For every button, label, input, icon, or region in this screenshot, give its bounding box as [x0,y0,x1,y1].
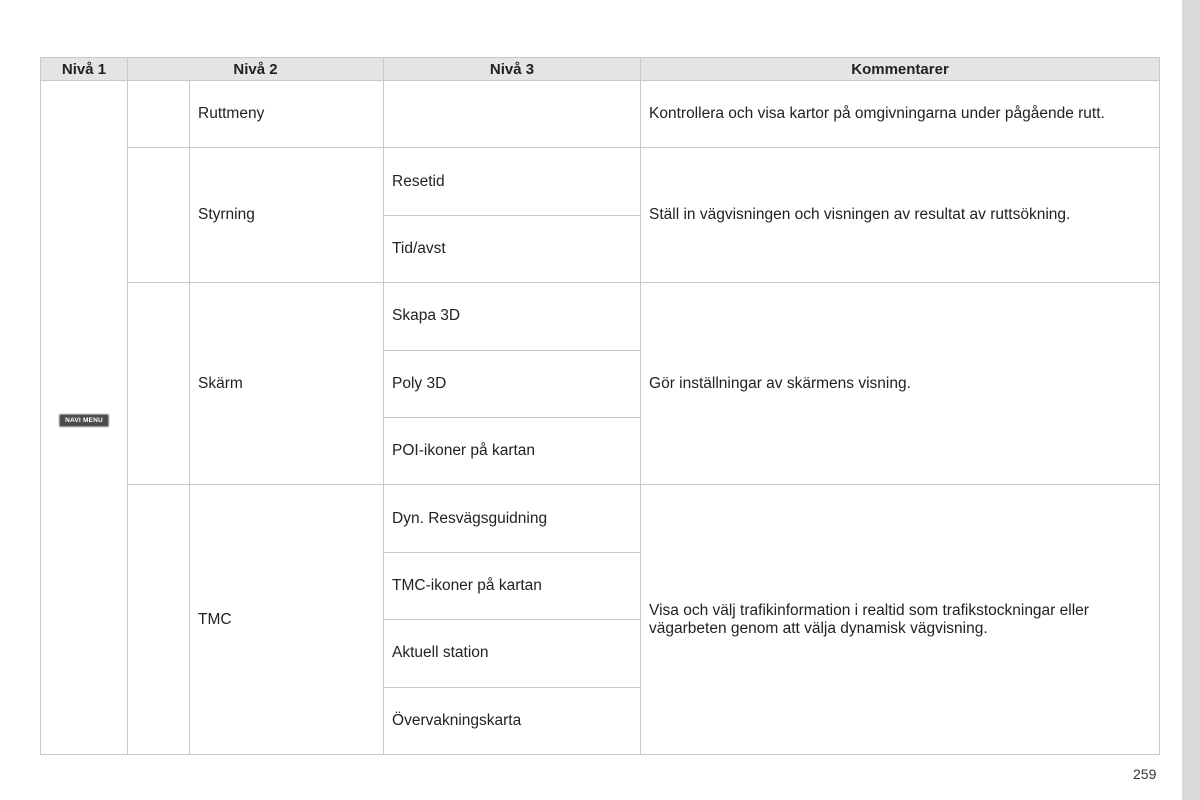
header-comments: Kommentarer [641,58,1160,81]
level-2-blank-cell [128,81,190,148]
comment-cell: Ställ in vägvisningen och visningen av resultat av ruttsökning. [641,148,1160,283]
table-header-row [41,58,1160,81]
page-edge-strip [1182,0,1200,800]
level-3-item: Övervakningskarta [384,687,641,754]
table-row [41,148,1160,215]
level-2-blank-cell [128,283,190,485]
level-3-item: Dyn. Resvägsguidning [384,485,641,552]
level-3-item: Poly 3D [384,350,641,417]
header-level-3: Nivå 3 [384,58,641,81]
table-row [41,283,1160,350]
navigation-menu-table [40,57,1160,755]
level-2-label: Skärm [190,283,384,485]
comment-cell: Kontrollera och visa kartor på omgivningarna under pågående rutt. [641,81,1160,148]
level-2-label: Styrning [190,148,384,283]
level-3-item: Aktuell station [384,620,641,687]
level-2-blank-cell [128,148,190,283]
table-row [41,81,1160,148]
navi-menu-button-icon: NAVI MENU [59,414,109,427]
level-1-cell [41,81,128,755]
level-3-item: TMC-ikoner på kartan [384,552,641,619]
header-level-2: Nivå 2 [128,58,384,81]
comment-cell: Gör inställningar av skärmens visning. [641,283,1160,485]
level-3-item: Resetid [384,148,641,215]
page-number: 259 [1133,766,1157,782]
level-3-item: Skapa 3D [384,283,641,350]
level-3-item [384,81,641,148]
level-2-blank-cell [128,485,190,755]
level-2-label: Ruttmeny [190,81,384,148]
level-2-label: TMC [190,485,384,755]
comment-cell: Visa och välj trafikinformation i realtid som trafikstockningar eller vägarbeten genom att välja dynamisk vägvisning. [641,485,1160,755]
level-3-item: POI-ikoner på kartan [384,417,641,484]
level-3-item: Tid/avst [384,215,641,282]
header-level-1: Nivå 1 [41,58,128,81]
table-row [41,485,1160,552]
